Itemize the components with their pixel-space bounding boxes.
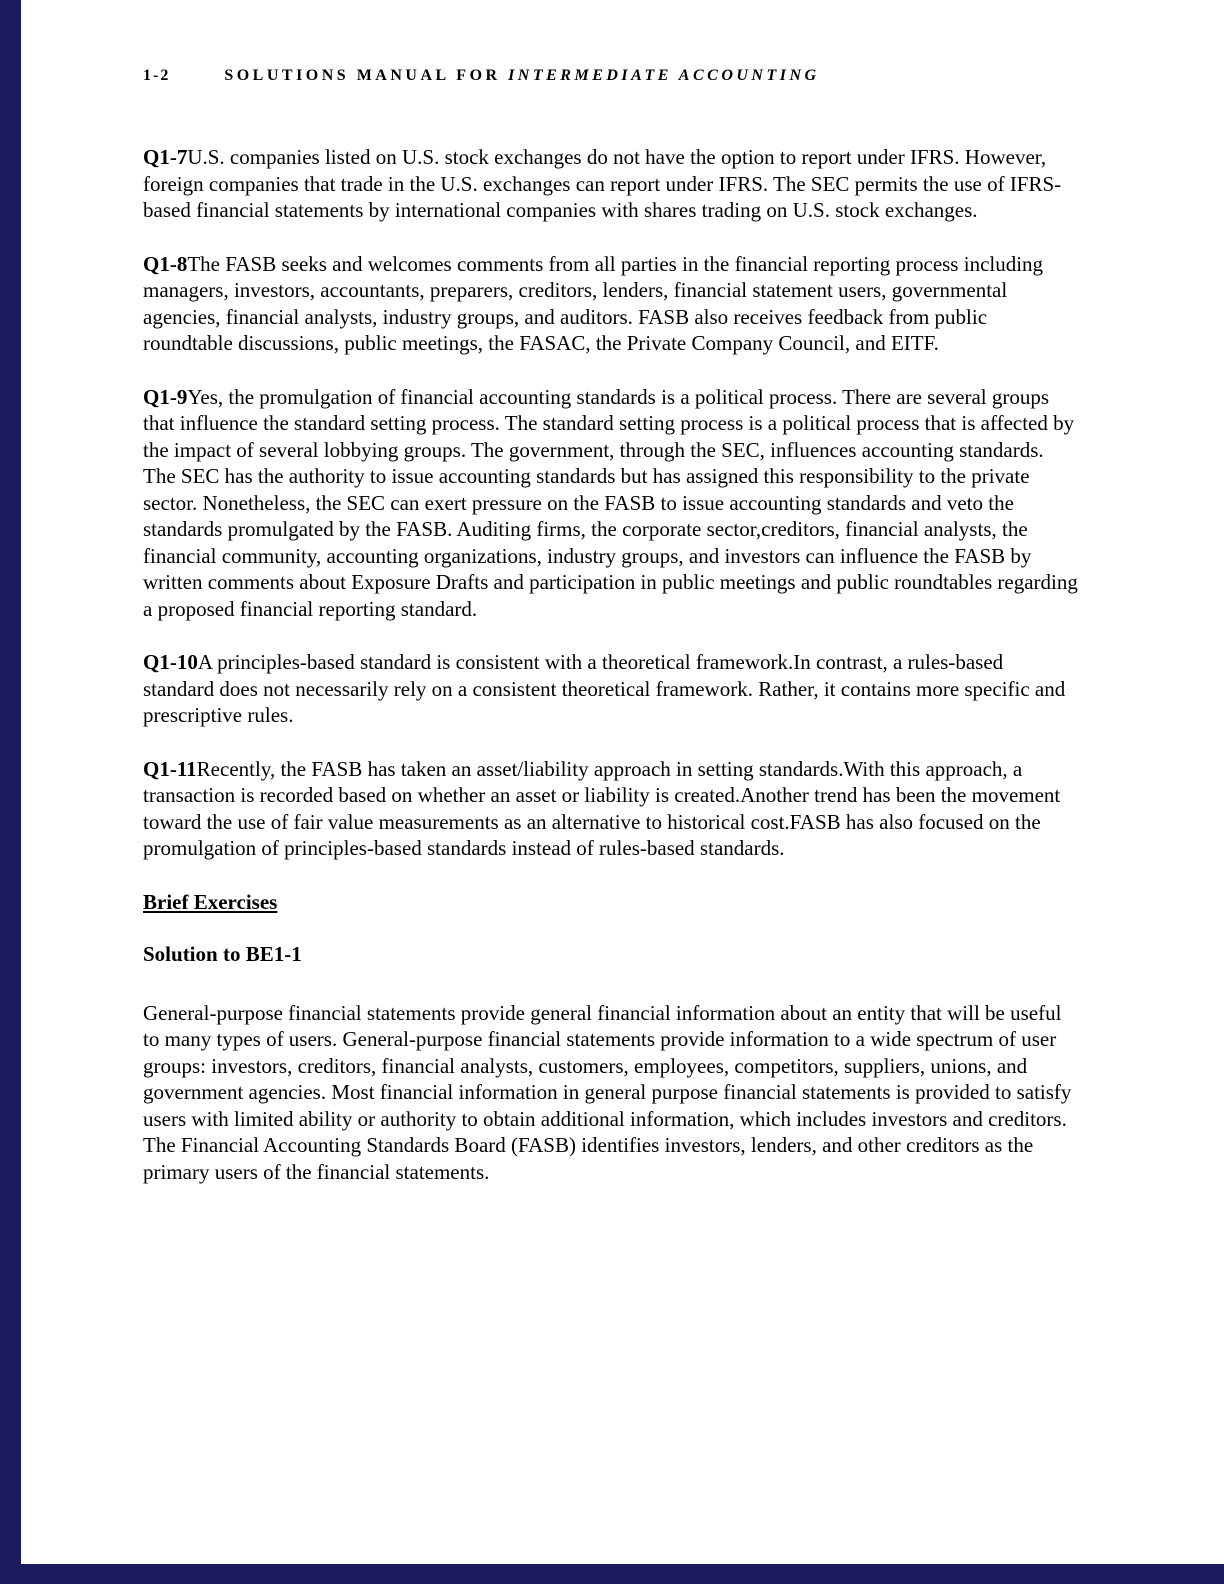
qa-paragraph-q1-8 <box>143 251 1079 357</box>
header-title: SOLUTIONS MANUAL FOR <box>224 67 509 84</box>
page-content <box>143 66 1079 1212</box>
solution-heading-be1-1: Solution to BE1-1 <box>143 942 302 966</box>
question-text: Recently, the FASB has taken an asset/liability approach in setting standards.With this approach, a transaction is recorded based on whether an asset or liability is created.Another trend has been the movement toward the use of fair value measurements as an alternative to historical cost.FASB has also focused on the promulgation of principles-based standards instead of rules-based standards. <box>143 756 1061 860</box>
page-number: 1-2 <box>143 67 171 84</box>
question-text: A principles-based standard is consistent with a theoretical framework.In contrast, a rules-based standard does not necessarily rely on a consistent theoretical framework. Rather, it contains more specific and prescriptive rules. <box>143 650 1066 727</box>
question-label: Q1-8 <box>143 251 188 276</box>
question-label: Q1-9 <box>143 384 188 409</box>
question-label: Q1-11 <box>143 756 197 781</box>
question-label: Q1-7 <box>143 145 188 169</box>
running-header <box>143 66 1079 86</box>
qa-paragraph-q1-11 <box>143 756 1079 862</box>
question-label: Q1-10 <box>143 650 198 674</box>
solution-paragraph: General-purpose financial statements provide general financial information about an entity that will be useful to many types of users. General-purpose financial statements provide information to a wide spectrum of user groups: investors, creditors, financial analysts, customers, employees, competitors, suppliers, unions, and government agencies. Most financial information in general purpose financial statements is provided to satisfy users with limited ability or authority to obtain additional information, which includes investors and creditors. The Financial Accounting Standards Board (FASB) identifies investors, lenders, and other creditors as the primary users of the financial statements. <box>143 1000 1072 1184</box>
header-book-title: INTERMEDIATE ACCOUNTING <box>508 67 820 84</box>
question-text: The FASB seeks and welcomes comments from all parties in the financial reporting process including managers, investors, accountants, preparers, creditors, lenders, financial statement users, governmental agencies, financial analysts, industry groups, and auditors. FASB also receives feedback from public roundtable discussions, public meetings, the FASAC, the Private Company Council, and EITF. <box>143 251 1044 355</box>
qa-paragraph-q1-7 <box>143 144 1079 224</box>
section-heading-brief-exercises: Brief Exercises <box>143 889 278 914</box>
bottom-border-bar <box>0 1564 1224 1584</box>
question-text: U.S. companies listed on U.S. stock exchanges do not have the option to report under IFRS. However, foreign companies that trade in the U.S. exchanges can report under IFRS. The SEC permits the use of IFRS-based financial statements by international companies with shares trading on U.S. stock exchanges. <box>143 145 1062 222</box>
qa-paragraph-q1-10 <box>143 649 1079 729</box>
left-border-bar <box>0 0 21 1584</box>
question-text: Yes, the promulgation of financial accounting standards is a political process. There are several groups that influence the standard setting process. The standard setting process is a political process that is affected by the impact of several lobbying groups. The government, through the SEC, influences accounting standards. The SEC has the authority to issue accounting standards but has assigned this responsibility to the private sector. Nonetheless, the SEC can exert pressure on the FASB to issue accounting standards and veto the standards promulgated by the FASB. Auditing firms, the corporate sector,creditors, financial analysts, the financial community, accounting organizations, industry groups, and investors can influence the FASB by written comments about Exposure Drafts and participation in public meetings and public roundtables regarding a proposed financial reporting standard. <box>143 384 1078 621</box>
qa-paragraph-q1-9 <box>143 384 1079 623</box>
